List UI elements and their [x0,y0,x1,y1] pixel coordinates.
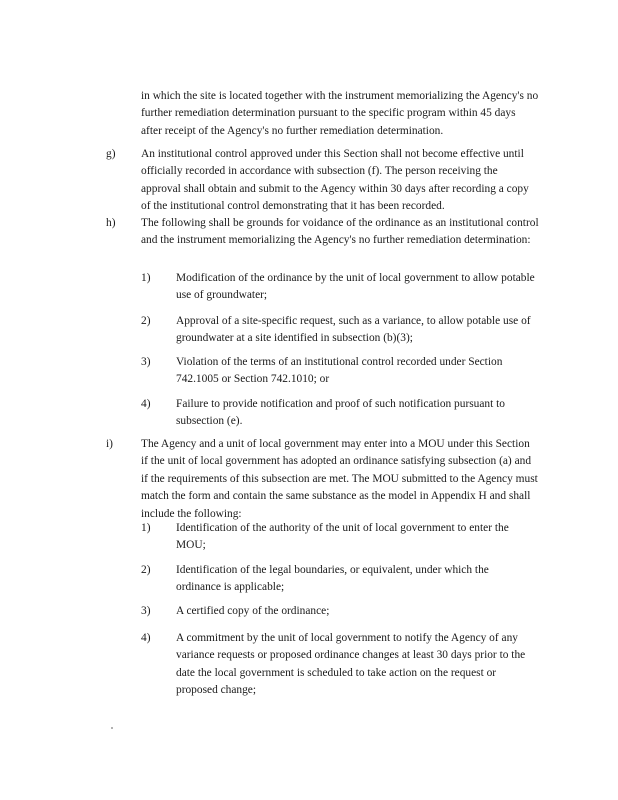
scan-speck [111,727,113,729]
i-item-label: 4) [141,632,151,644]
paragraph-g: An institutional control approved under this Section shall not become effective until officially recorded in accordance with subsection (f). The person receiving the approval shall obtain and submit to the Agency within 30 days after recording a copy of the institutional control demonstrating that it has been recorded. [141,148,529,213]
i-item-text: Identification of the legal boundaries, or equivalent, under which the ordinance is applicable; [176,564,489,594]
paragraph-i: The Agency and a unit of local government may enter into a MOU under this Section if the unit of local government has adopted an ordinance satisfying subsection (a) and if the requirements of this subsection are met. The MOU submitted to the Agency must match the form and contain the same substance as the model in Appendix H and shall include the following: [141,438,538,520]
paragraph-label-i: i) [106,438,113,450]
h-item-text: Modification of the ordinance by the unit of local government to allow potable use of groundwater; [176,272,535,302]
i-item-text: A commitment by the unit of local government to notify the Agency of any variance requests or proposed ordinance changes at least 30 days prior to the date the local government is scheduled to take action on the request or proposed change; [176,632,526,697]
h-item-text: Approval of a site-specific request, such as a variance, to allow potable use of groundwater at a site identified in subsection (b)(3); [176,315,531,345]
h-item-label: 2) [141,315,151,327]
continuation-paragraph: in which the site is located together with the instrument memorializing the Agency's no further remediation determination pursuant to the specific program within 45 days after receipt of the Agency's no further remediation determination. [141,90,539,137]
h-item-text: Violation of the terms of an institutional control recorded under Section 742.1005 or Section 742.1010; or [176,356,503,386]
i-item-text: Identification of the authority of the unit of local government to enter the MOU; [176,522,509,552]
paragraph-h: The following shall be grounds for voidance of the ordinance as an institutional control and the instrument memorializing the Agency's no further remediation determination: [141,217,539,247]
i-item-text: A certified copy of the ordinance; [176,605,330,617]
i-item-label: 1) [141,522,151,534]
paragraph-label-g: g) [106,148,116,160]
h-item-label: 3) [141,356,151,368]
paragraph-label-h: h) [106,217,116,229]
h-item-text: Failure to provide notification and proof of such notification pursuant to subsection (e). [176,398,505,428]
i-item-label: 2) [141,564,151,576]
h-item-label: 1) [141,272,151,284]
i-item-label: 3) [141,605,151,617]
h-item-label: 4) [141,398,151,410]
